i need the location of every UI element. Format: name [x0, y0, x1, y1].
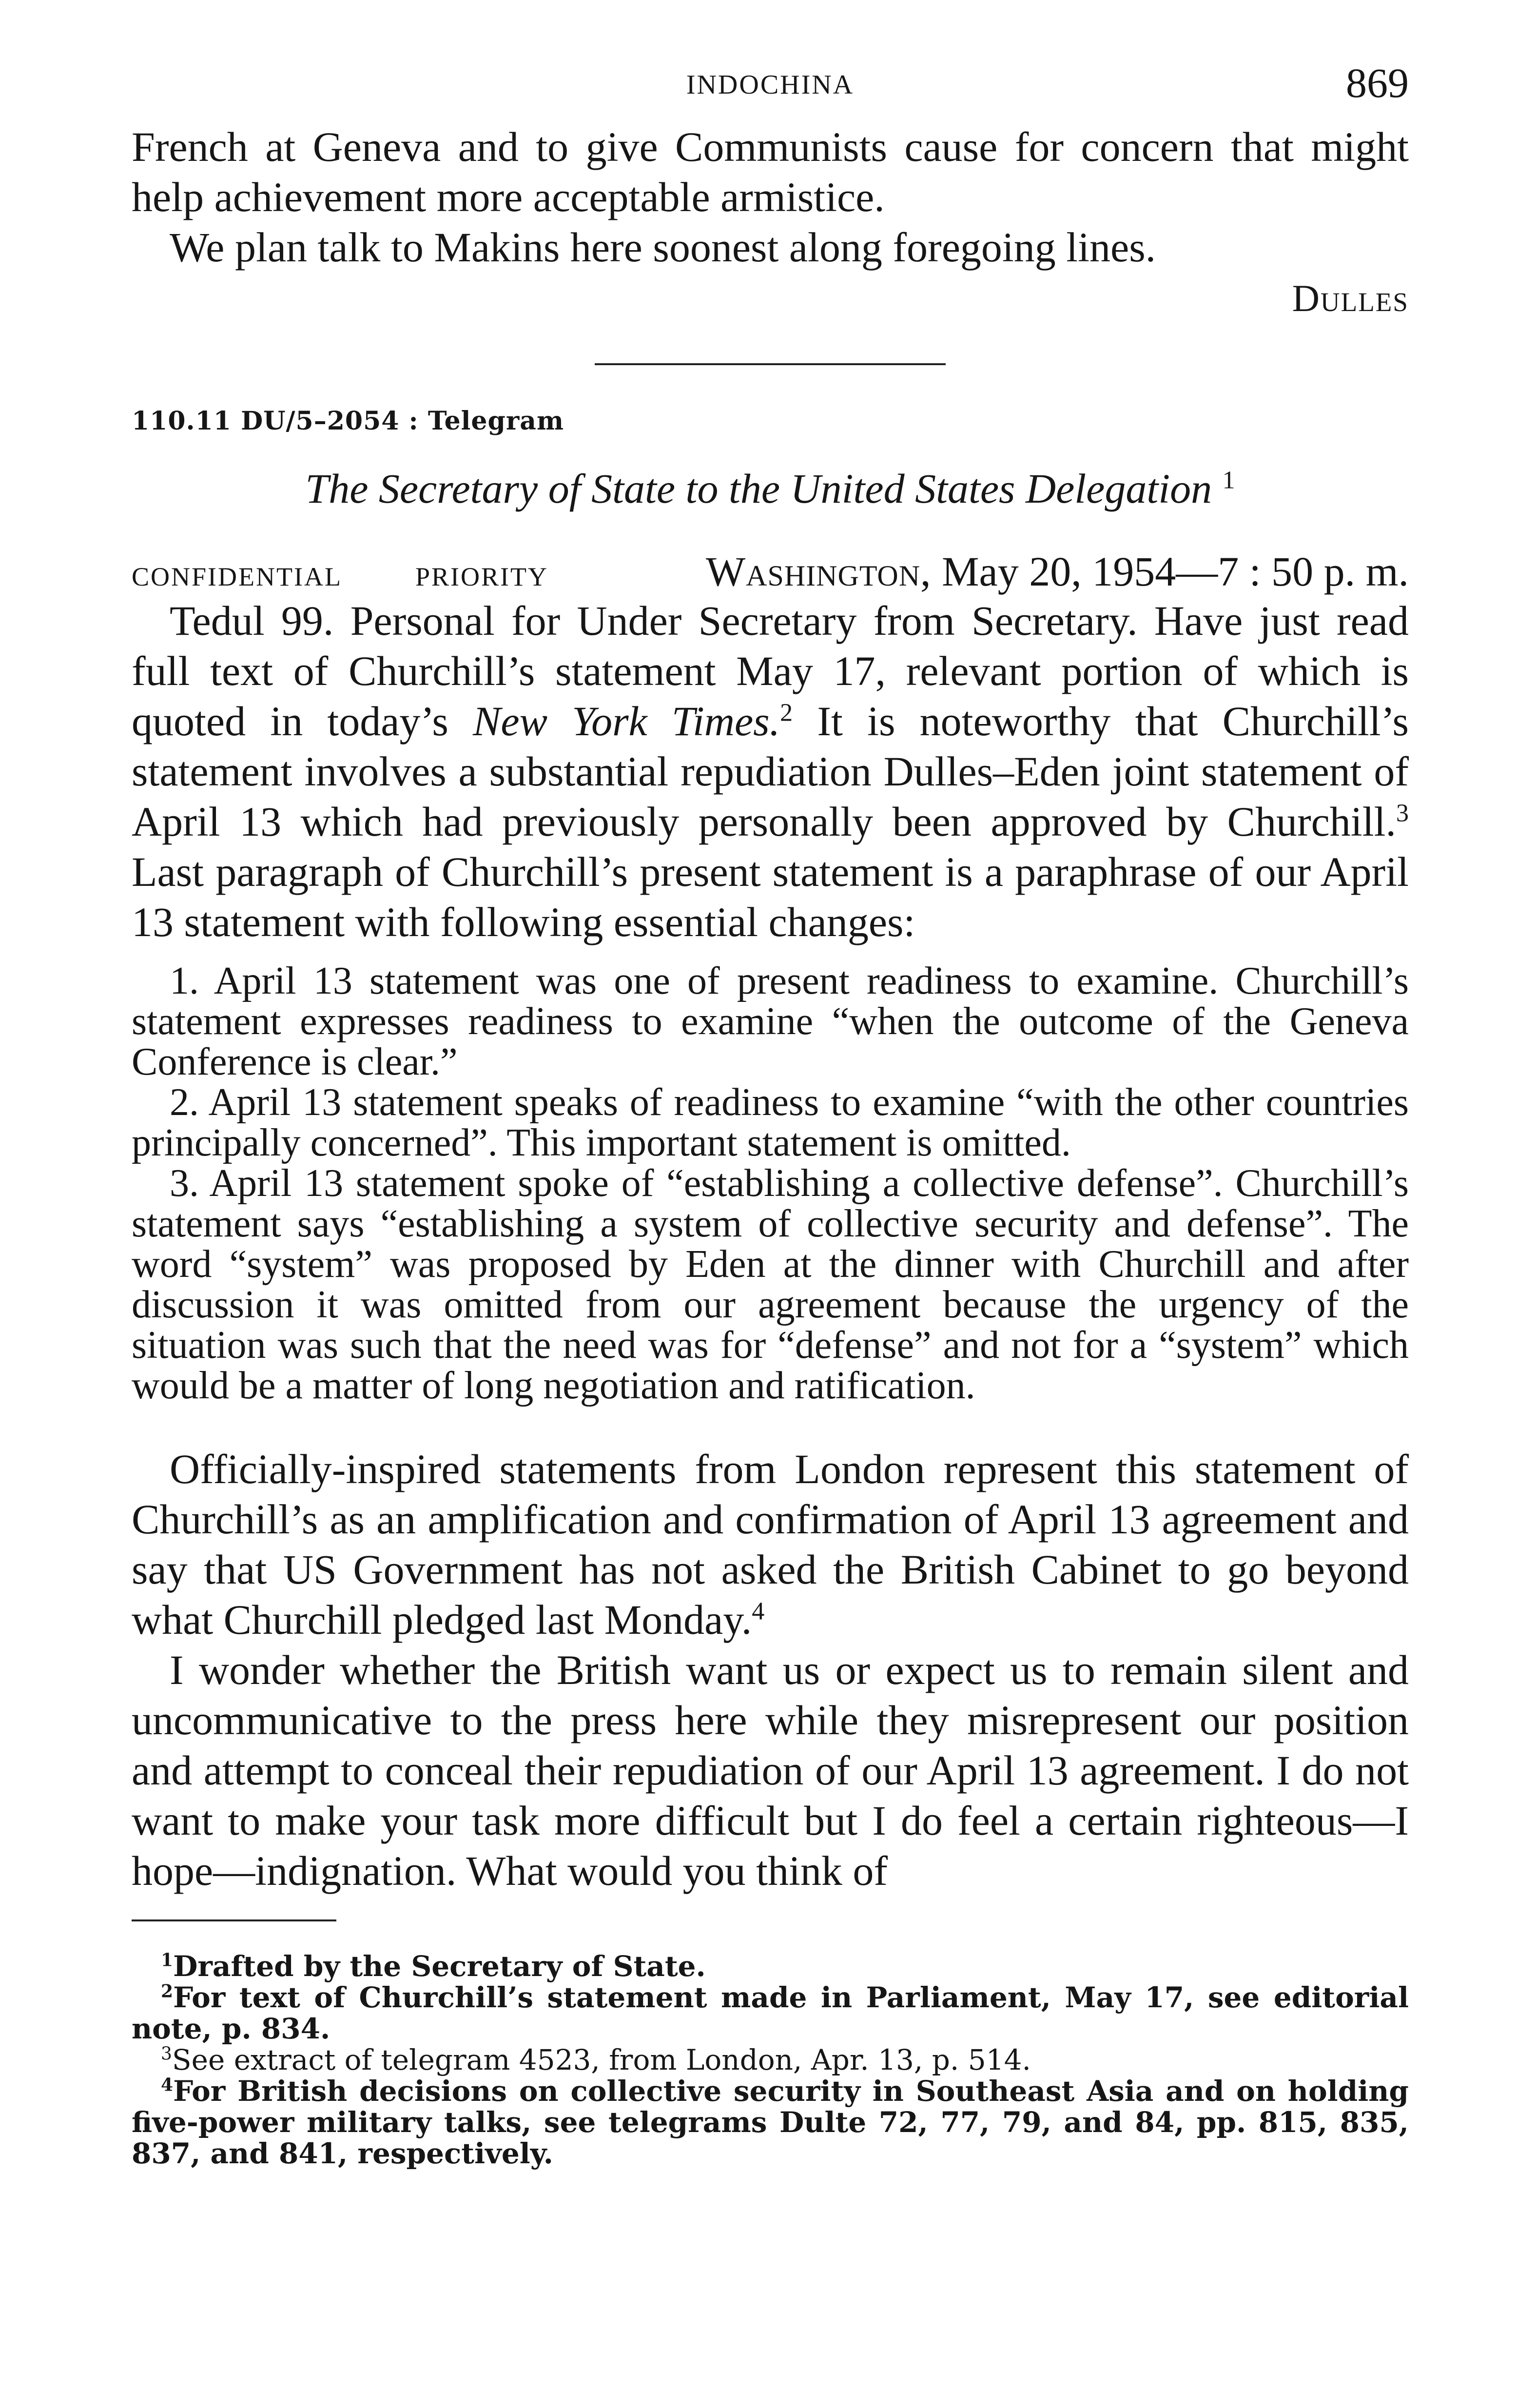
- opening-paragraph: Tedul 99. Personal for Under Secretary from Secretary. Have just read full text of Churchill’s statement May 17, relevant portion of which is quoted in today’s New York Times.$^2$ It is noteworthy that Churchill’s statement involves a substantial repudiation Dulles–Eden joint statement of April 13 which had previously personally been approved by Churchill.$^3$ Last paragraph of Churchill’s present statement is a paraphrase of our April 13 statement with following essential changes:: [132, 597, 1409, 945]
- footnote-mark: 4: [161, 2075, 174, 2095]
- document-divider: [595, 363, 946, 365]
- footnote-rule: [132, 1919, 336, 1921]
- running-head: INDOCHINA: [686, 70, 855, 100]
- numbered-points: [132, 961, 1409, 1406]
- message-body: [132, 596, 1409, 947]
- footnote-mark: 3: [161, 2044, 172, 2064]
- page-header: [132, 59, 1409, 122]
- classification-marking: CONFIDENTIAL: [132, 562, 342, 591]
- paragraph: Officially-inspired statements from London represent this statement of Churchill’s as an amplification and confirmation of April 13 agreement and say that US Government has not asked the British Cabinet to go beyond what Churchill pledged last Monday.$^4$: [132, 1446, 1409, 1643]
- footnote: $^4$For British decisions on collective security in Southeast Asia and on holding five-power military talks, see telegrams Dulte 72, 77, 79, and 84, pp. 815, 835, 837, and 841, respectively.: [132, 2075, 1409, 2170]
- dateline-place: Washington,: [705, 548, 932, 595]
- footnote-reference: 3: [1396, 799, 1409, 827]
- numbered-point: 2. April 13 statement speaks of readiness to examine “with the other countries principally concerned”. This important statement is omitted.: [132, 1081, 1409, 1164]
- footnote-reference: 1: [1222, 466, 1235, 494]
- classification-line: [132, 547, 1409, 596]
- paragraph: French at Geneva and to give Communists cause for concern that might help achievement more acceptable armistice.: [132, 123, 1409, 220]
- closing-paragraphs: [132, 1444, 1409, 1896]
- document-reference: 110.11 DU/5–2054 : Telegram: [132, 406, 564, 436]
- footnote-mark: 2: [161, 1981, 174, 2002]
- page-number: 869: [1346, 59, 1409, 106]
- numbered-point: 3. April 13 statement spoke of “establishing a collective defense”. Churchill’s statement says “establishing a system of collective security and defense”. The word “system” was proposed by Eden at the dinner with Churchill and after discussion it was omitted from our agreement because the urgency of the situation was such that the need was for “defense” and not for a “system” which would be a matter of long negotiation and ratification.: [132, 1162, 1409, 1407]
- paragraph: I wonder whether the British want us or expect us to remain silent and uncommunicative to the press here while they misrepresent our position and attempt to conceal their repudiation of our April 13 agreement. I do not want to make your task more difficult but I do feel a certain righteous—I hope—indignation. What would you think of: [132, 1646, 1409, 1894]
- paragraph: We plan talk to Makins here soonest along foregoing lines.: [170, 224, 1156, 271]
- footnote: $^1$Drafted by the Secretary of State.: [161, 1950, 706, 1983]
- signature: Dulles: [1292, 277, 1409, 319]
- numbered-point: 1. April 13 statement was one of present readiness to examine. Churchill’s statement expresses readiness to examine “when the outcome of the Geneva Conference is clear.”: [132, 959, 1409, 1083]
- footnotes: [132, 1951, 1409, 2169]
- document-page: [132, 59, 1409, 2169]
- dateline-date: May 20, 1954—7 : 50 p. m.: [942, 548, 1409, 595]
- footnote-reference: 2: [780, 699, 793, 727]
- footnote-reference: 4: [752, 1597, 765, 1625]
- document-title-text: The Secretary of State to the United States Delegation: [305, 465, 1212, 512]
- footnote: $^2$For text of Churchill’s statement made in Parliament, May 17, see editorial note, p. 834.: [132, 1981, 1409, 2045]
- previous-document-continuation: [132, 122, 1409, 273]
- newspaper-title: New York Times.: [473, 698, 780, 744]
- footnote-mark: 1: [161, 1950, 174, 1971]
- document-title: [132, 464, 1409, 513]
- dateline: [706, 547, 1409, 596]
- priority-marking: PRIORITY: [415, 562, 548, 591]
- footnote: $^3$See extract of telegram 4523, from London, Apr. 13, p. 514.: [161, 2043, 1031, 2076]
